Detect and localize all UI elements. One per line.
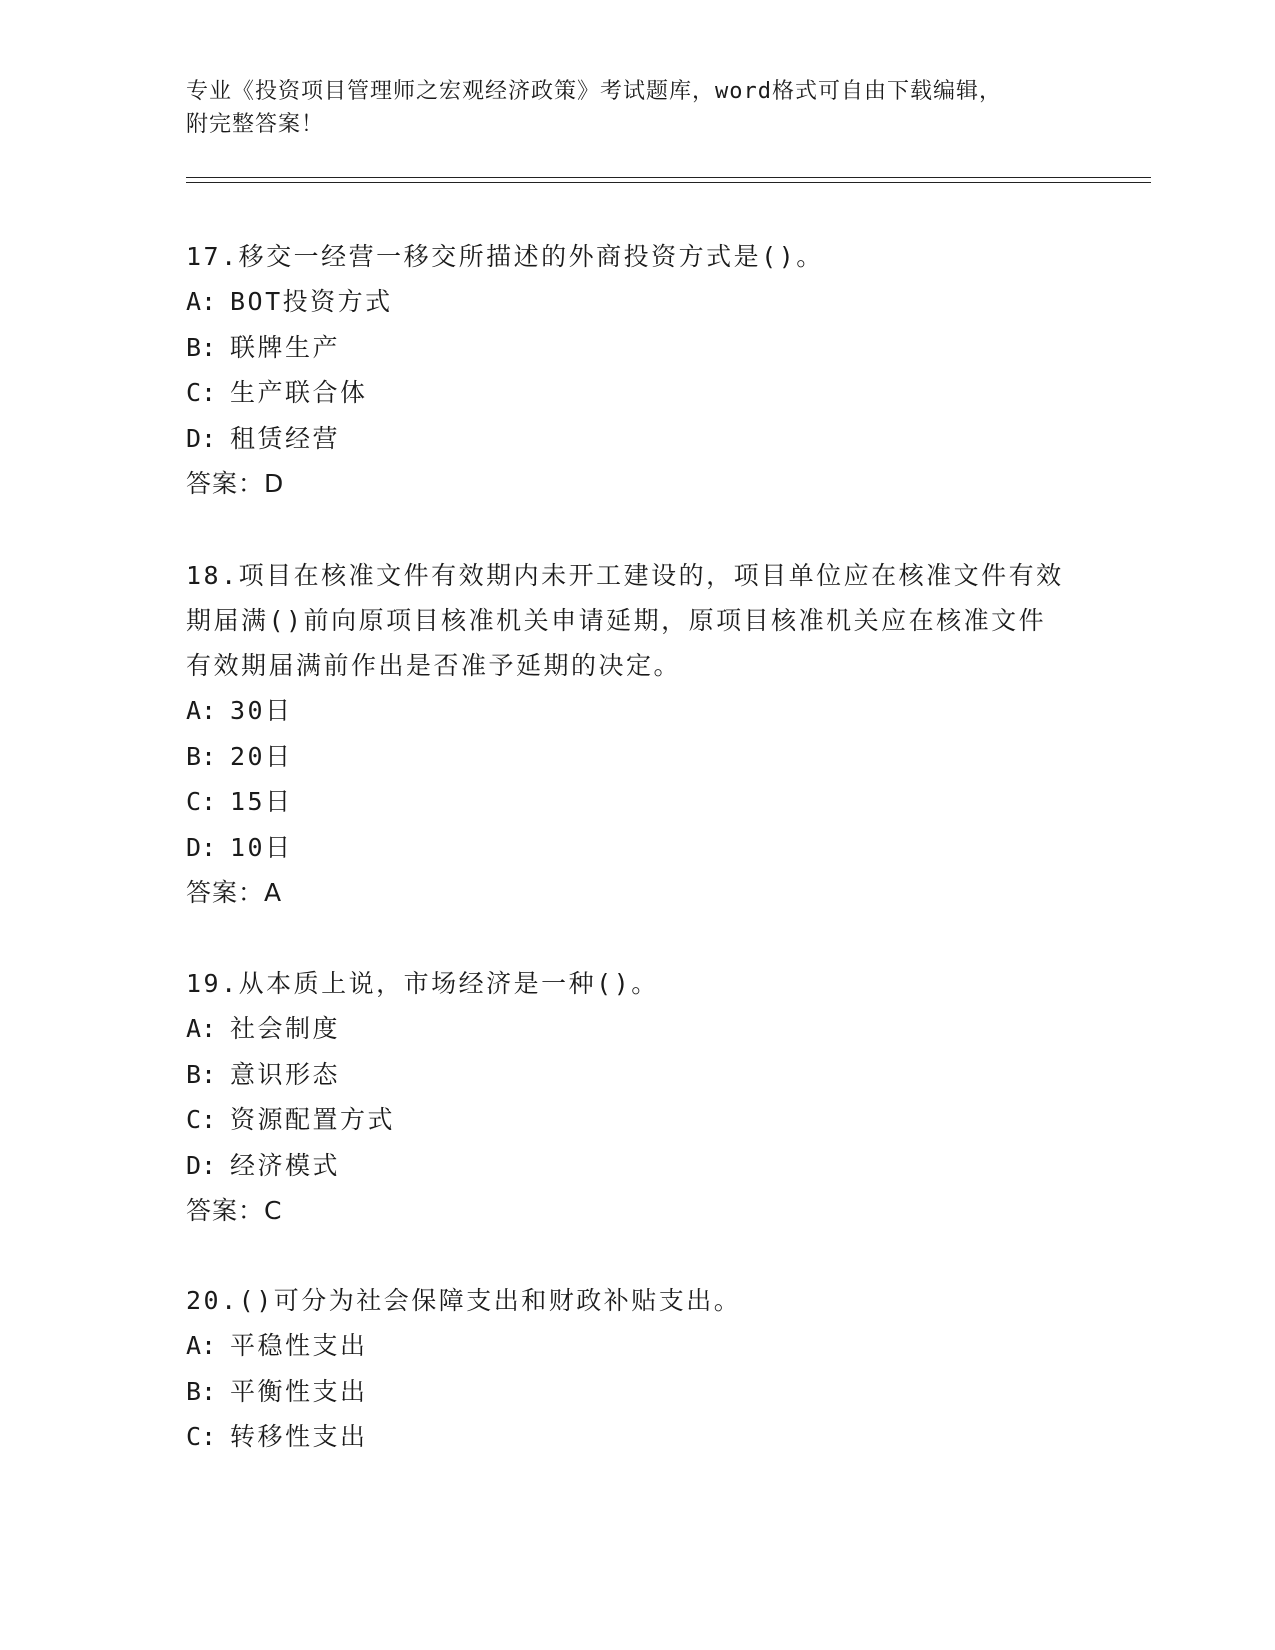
- question-stem: 17.移交一经营一移交所描述的外商投资方式是()。: [186, 242, 824, 271]
- option-key: D:: [186, 423, 217, 453]
- option-text: 转移性支出: [230, 1422, 368, 1451]
- header-rule-top: [186, 177, 1151, 178]
- header-rule-bottom: [186, 182, 1151, 183]
- option-text: 租赁经营: [230, 423, 341, 453]
- option-key: B:: [186, 332, 217, 362]
- option-key: C:: [186, 787, 217, 816]
- option-text: 20日: [230, 741, 293, 771]
- option-text: 资源配置方式: [230, 1105, 396, 1134]
- document-header: [186, 75, 1066, 141]
- option-a: [186, 279, 1066, 325]
- option-d: [186, 1143, 1066, 1189]
- option-b: [186, 734, 1066, 780]
- option-b: [186, 1052, 1066, 1098]
- question-stem: 18.项目在核准文件有效期内未开工建设的，项目单位应在核准文件有效期届满()前向原项目核准机关申请延期，原项目核准机关应在核准文件有效期届满前作出是否准予延期的决定。: [186, 561, 1064, 680]
- option-a: [186, 1006, 1066, 1052]
- question-stem: 20.()可分为社会保障支出和财政补贴支出。: [186, 1286, 742, 1315]
- option-d: [186, 825, 1066, 871]
- option-key: C:: [186, 1105, 217, 1134]
- option-text: BOT投资方式: [230, 287, 393, 316]
- option-text: 平稳性支出: [230, 1331, 368, 1360]
- option-a: [186, 1323, 1066, 1369]
- option-key: C:: [186, 378, 217, 407]
- option-c: [186, 1097, 1066, 1143]
- option-b: [186, 1369, 1066, 1415]
- question-19: [186, 961, 1066, 1233]
- option-key: A:: [186, 287, 217, 316]
- option-d: [186, 416, 1066, 462]
- option-c: [186, 1414, 1066, 1460]
- question-20: [186, 1278, 1066, 1460]
- option-text: 15日: [230, 787, 293, 816]
- answer-line: 答案：C: [186, 1196, 283, 1225]
- question-17: [186, 234, 1066, 506]
- answer-line: 答案：A: [186, 878, 283, 907]
- option-text: 社会制度: [230, 1014, 341, 1043]
- option-text: 10日: [230, 832, 293, 862]
- option-text: 30日: [230, 696, 293, 725]
- option-text: 平衡性支出: [230, 1376, 368, 1406]
- option-key: B:: [186, 1059, 217, 1089]
- header-line-1: 专业《投资项目管理师之宏观经济政策》考试题库，word格式可自由下载编辑，: [186, 79, 1002, 104]
- option-key: B:: [186, 741, 217, 771]
- option-text: 生产联合体: [230, 378, 368, 407]
- option-text: 联牌生产: [230, 332, 341, 362]
- option-key: B:: [186, 1376, 217, 1406]
- option-a: [186, 688, 1066, 734]
- option-text: 意识形态: [230, 1059, 341, 1089]
- option-key: A:: [186, 1014, 217, 1043]
- option-b: [186, 325, 1066, 371]
- option-key: A:: [186, 1331, 217, 1360]
- question-stem: 19.从本质上说，市场经济是一种()。: [186, 969, 659, 998]
- answer-line: 答案：D: [186, 469, 285, 498]
- question-18: [186, 553, 1066, 915]
- header-line-2: 附完整答案！: [186, 112, 325, 137]
- option-text: 经济模式: [230, 1150, 341, 1180]
- option-c: [186, 779, 1066, 825]
- option-key: D:: [186, 1150, 217, 1180]
- option-key: A:: [186, 696, 217, 725]
- option-key: D:: [186, 832, 217, 862]
- option-c: [186, 370, 1066, 416]
- option-key: C:: [186, 1422, 217, 1451]
